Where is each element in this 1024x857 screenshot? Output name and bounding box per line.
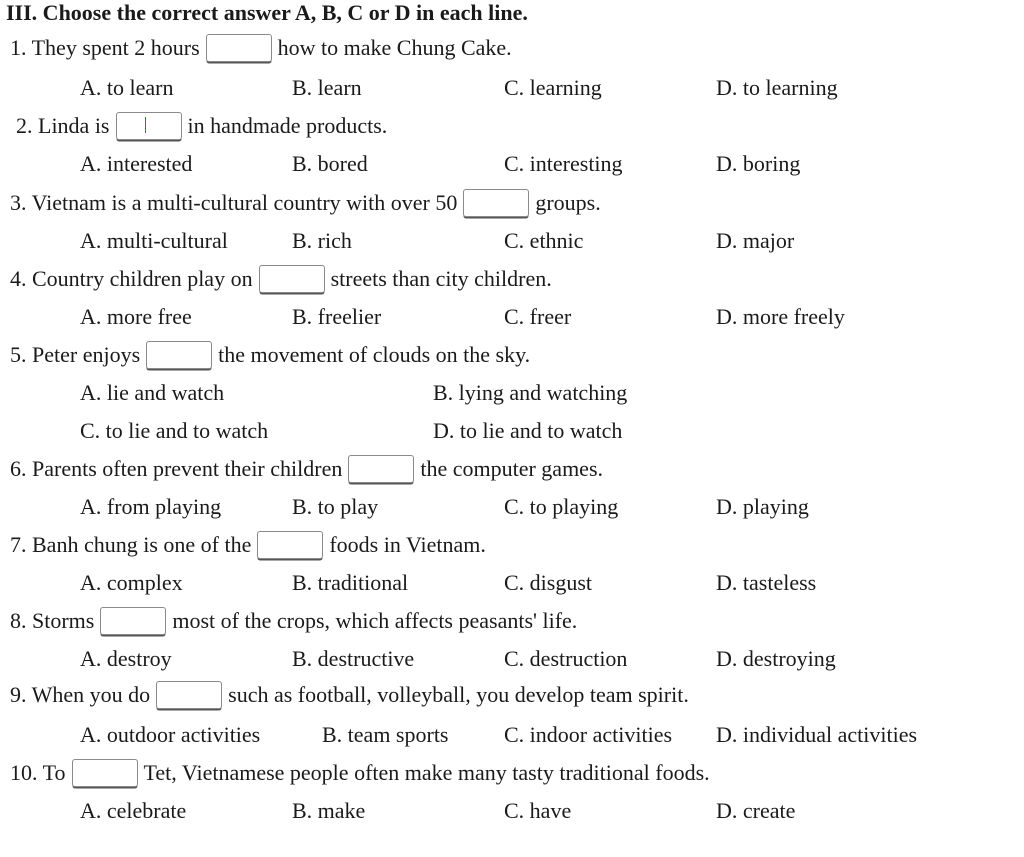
answer-blank-4[interactable] [259, 265, 325, 293]
option-6c: C. to playing [504, 494, 619, 519]
option-6b: B. to play [292, 494, 379, 519]
option-2b: B. bored [292, 151, 368, 176]
question-number: 10. [10, 760, 38, 785]
question-text-before: When you do [31, 682, 151, 707]
option-5a: A. lie and watch [80, 380, 225, 405]
option-9c: C. indoor activities [504, 722, 673, 747]
question-text-before: To [42, 760, 66, 785]
question-text-after: groups. [535, 190, 601, 215]
question-number: 4. [10, 266, 27, 291]
question-text-after: most of the crops, which affects peasants' life. [172, 608, 578, 633]
question-text-before: Country children play on [32, 266, 253, 291]
question-3 [10, 189, 601, 219]
question-text-after: streets than city children. [330, 266, 552, 291]
question-text-after: Tet, Vietnamese people often make many tasty traditional foods. [143, 760, 710, 785]
option-5d: D. to lie and to watch [433, 418, 623, 443]
question-number: 6. [10, 456, 27, 481]
option-7c: C. disgust [504, 570, 593, 595]
question-number: 9. [10, 682, 27, 707]
answer-blank-7[interactable] [257, 531, 323, 559]
question-text-after: the movement of clouds on the sky. [218, 342, 531, 367]
option-4a: A. more free [80, 304, 192, 329]
option-3a: A. multi-cultural [80, 228, 228, 253]
question-10 [10, 759, 710, 789]
option-3b: B. rich [292, 228, 352, 253]
question-8 [10, 607, 577, 637]
answer-blank-3[interactable] [463, 189, 529, 217]
answer-blank-1[interactable] [206, 34, 272, 62]
question-text-before: Storms [32, 608, 95, 633]
option-10b: B. make [292, 798, 366, 823]
option-9a: A. outdoor activities [80, 722, 261, 747]
question-number: 3. [10, 190, 27, 215]
question-text-before: Vietnam is a multi-cultural country with over 50 [31, 190, 458, 215]
option-8b: B. destructive [292, 646, 415, 671]
question-9 [10, 681, 689, 711]
answer-blank-9[interactable] [156, 681, 222, 709]
question-text-before: Linda is [38, 113, 110, 138]
option-10c: C. have [504, 798, 572, 823]
answer-blank-5[interactable] [146, 341, 212, 369]
option-3c: C. ethnic [504, 228, 584, 253]
option-2a: A. interested [80, 151, 193, 176]
option-5c: C. to lie and to watch [80, 418, 269, 443]
option-9d: D. individual activities [716, 722, 918, 747]
question-1 [10, 34, 512, 64]
option-4d: D. more freely [716, 304, 845, 329]
option-2d: D. boring [716, 151, 801, 176]
option-1b: B. learn [292, 75, 362, 100]
option-10a: A. celebrate [80, 798, 187, 823]
option-6a: A. from playing [80, 494, 222, 519]
question-text-after: in handmade products. [187, 113, 388, 138]
question-number: 1. [10, 35, 27, 60]
question-text-before: Banh chung is one of the [32, 532, 252, 557]
option-3d: D. major [716, 228, 795, 253]
option-8a: A. destroy [80, 646, 172, 671]
answer-blank-8[interactable] [100, 607, 166, 635]
option-5b: B. lying and watching [433, 380, 628, 405]
question-2 [16, 112, 387, 142]
option-2c: C. interesting [504, 151, 623, 176]
option-1d: D. to learning [716, 75, 838, 100]
option-6d: D. playing [716, 494, 809, 519]
option-10d: D. create [716, 798, 796, 823]
question-text-after: the computer games. [420, 456, 604, 481]
question-text-before: Peter enjoys [32, 342, 141, 367]
question-number: 5. [10, 342, 27, 367]
section-heading: III. Choose the correct answer A, B, C or D in each line. [6, 0, 528, 25]
option-8d: D. destroying [716, 646, 836, 671]
question-text-after: such as football, volleyball, you develop team spirit. [228, 682, 689, 707]
option-4b: B. freelier [292, 304, 382, 329]
option-7a: A. complex [80, 570, 183, 595]
question-4 [10, 265, 552, 295]
option-1c: C. learning [504, 75, 602, 100]
answer-blank-10[interactable] [72, 759, 138, 787]
question-6 [10, 455, 603, 485]
option-8c: C. destruction [504, 646, 628, 671]
question-text-before: They spent 2 hours [31, 35, 200, 60]
answer-blank-6[interactable] [348, 455, 414, 483]
question-number: 2. [16, 113, 33, 138]
question-text-after: how to make Chung Cake. [277, 35, 512, 60]
question-5 [10, 341, 530, 371]
question-text-before: Parents often prevent their children [32, 456, 343, 481]
question-text-after: foods in Vietnam. [329, 532, 486, 557]
option-7b: B. traditional [292, 570, 409, 595]
answer-blank-2[interactable] [116, 112, 182, 140]
question-7 [10, 531, 486, 561]
option-1a: A. to learn [80, 75, 174, 100]
question-number: 8. [10, 608, 27, 633]
option-7d: D. tasteless [716, 570, 817, 595]
option-9b: B. team sports [322, 722, 449, 747]
option-4c: C. freer [504, 304, 572, 329]
question-number: 7. [10, 532, 27, 557]
